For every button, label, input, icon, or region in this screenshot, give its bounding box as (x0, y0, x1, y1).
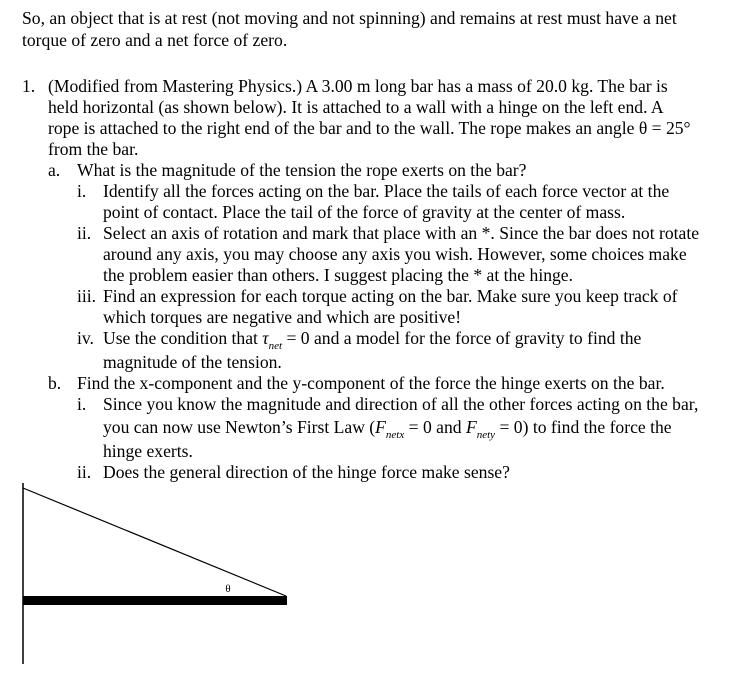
part-a-label: a. (48, 160, 61, 180)
f-nety-symbol: F (465, 417, 477, 437)
part-a-iv-line-2: magnitude of the tension. (103, 352, 282, 372)
part-a-ii-line-3: the problem easier than others. I suggest placing the * at the hinge. (103, 265, 574, 285)
part-a-question: What is the magnitude of the tension the rope exerts on the bar? (77, 160, 527, 180)
part-b-i-line-3: hinge exerts. (103, 441, 193, 461)
part-b-question: Find the x-component and the y-component of the force the hinge exerts on the bar. (77, 373, 665, 393)
tau-equation: = 0 (282, 328, 310, 348)
part-a-i-label: i. (77, 181, 87, 201)
problem-line-2: held horizontal (as shown below). It is attached to a wall with a hinge on the left end. A (48, 97, 664, 117)
part-b-i-line-2 (103, 417, 672, 441)
part-a-iii-label: iii. (77, 286, 97, 306)
part-b-i-line-1: Since you know the magnitude and direction of all the other forces acting on the bar, (103, 394, 699, 414)
tau-subscript: net (268, 340, 283, 352)
bar-rope-diagram (0, 478, 300, 678)
b-i-pre-text: you can now use Newton’s First Law ( (103, 417, 376, 437)
part-a-iv-label: iv. (77, 328, 94, 348)
f-netx-equation: = 0 (404, 417, 432, 437)
part-a-iii-line-1: Find an expression for each torque acting on the bar. Make sure you keep track of (103, 286, 678, 306)
part-a-i-line-1: Identify all the forces acting on the bar. Place the tails of each force vector at the (103, 181, 670, 201)
part-b-ii-line-1: Does the general direction of the hinge force make sense? (103, 462, 510, 482)
problem-line-1: (Modified from Mastering Physics.) A 3.00 m long bar has a mass of 20.0 kg. The bar is (48, 76, 668, 96)
part-a-ii-line-1: Select an axis of rotation and mark that place with an *. Since the bar does not rotate (103, 223, 700, 243)
problem-line-3: rope is attached to the right end of the bar and to the wall. The rope makes an angle θ = 25° (48, 118, 691, 138)
rope-line (23, 488, 286, 596)
part-a-ii-label: ii. (77, 223, 92, 243)
f-nety-subscript: nety (476, 429, 496, 441)
b-i-post-text: ) to find the force the (522, 417, 672, 437)
part-b-ii-label: ii. (77, 462, 92, 482)
intro-line-1: So, an object that is at rest (not moving and not spinning) and remains at rest must have a net (22, 8, 677, 28)
f-nety-equation: = 0 (495, 417, 523, 437)
part-a-iv-line-1 (103, 328, 641, 352)
iv-pre-text: Use the condition that (103, 328, 263, 348)
part-a-ii-line-2: around any axis, you may choose any axis you wish. However, some choices make (103, 244, 687, 264)
part-a-iii-line-2: which torques are negative and which are positive! (103, 307, 462, 327)
part-b-i-label: i. (77, 394, 87, 414)
horizontal-bar (23, 596, 287, 605)
f-netx-subscript: netx (385, 429, 405, 441)
intro-line-2: torque of zero and a net force of zero. (22, 30, 288, 50)
problem-line-4: from the bar. (48, 139, 139, 159)
part-b-label: b. (48, 373, 62, 393)
and-text: and (431, 417, 466, 437)
iv-post-text: and a model for the force of gravity to find the (309, 328, 642, 348)
tau-symbol: τ (262, 328, 269, 348)
problem-number: 1. (22, 76, 36, 96)
angle-theta-label: θ (225, 583, 231, 595)
f-netx-symbol: F (375, 417, 386, 437)
part-a-i-line-2: point of contact. Place the tail of the force of gravity at the center of mass. (103, 202, 626, 222)
